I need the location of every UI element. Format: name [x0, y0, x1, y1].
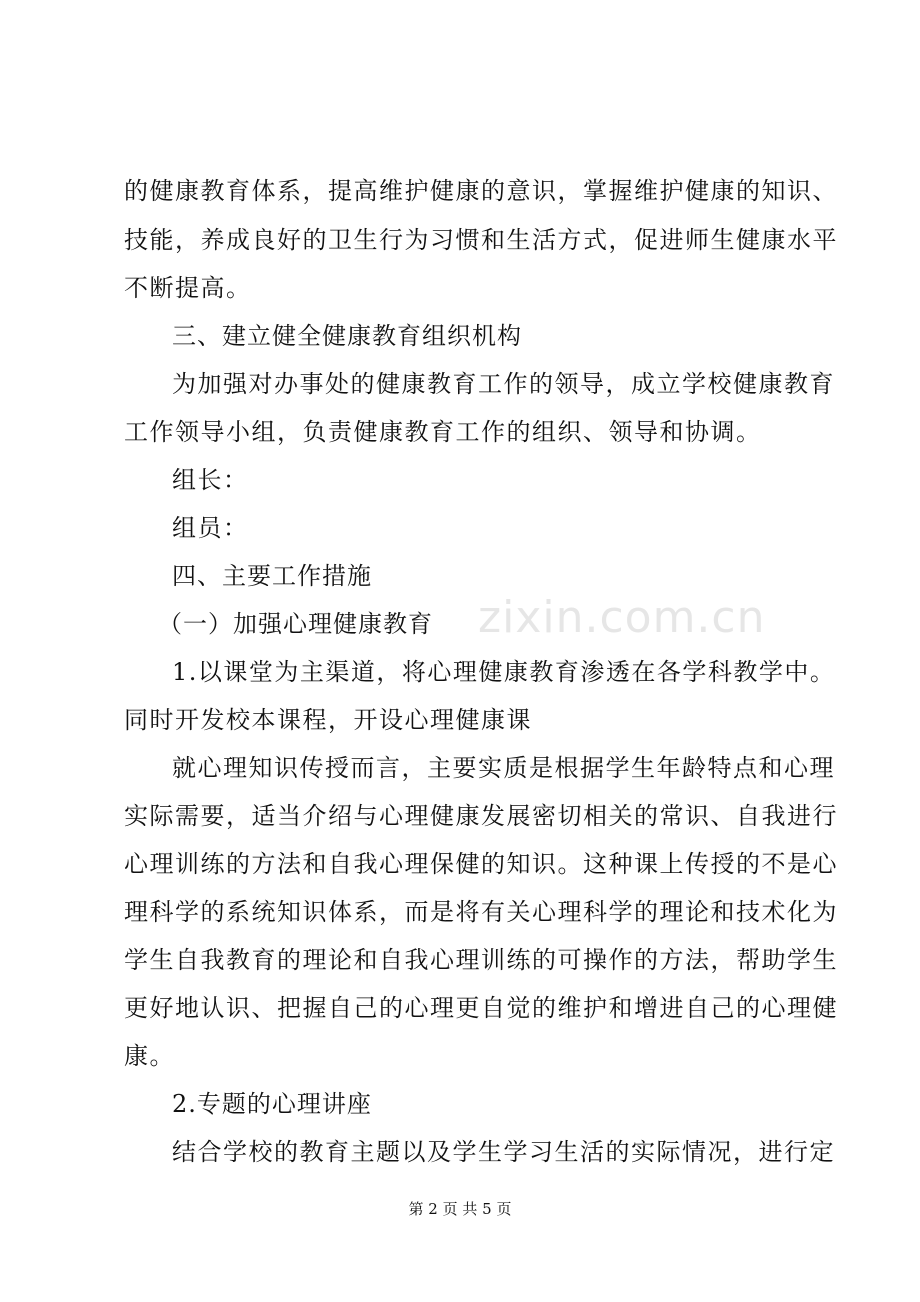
paragraph-line: 学生自我教育的理论和自我心理训练的可操作的方法，帮助学生 [124, 946, 838, 974]
paragraph-line: 理科学的系统知识体系，而是将有关心理科学的理论和技术化为 [124, 898, 838, 926]
paragraph-line: 就心理知识传授而言，主要实质是根据学生年龄特点和心理 [172, 754, 835, 782]
paragraph-line: 工作领导小组，负责健康教育工作的组织、领导和协调。 [124, 418, 762, 446]
subsection-heading: 2.专题的心理讲座 [172, 1090, 372, 1118]
paragraph-line: 康。 [124, 1042, 175, 1070]
paragraph-line: 为加强对办事处的健康教育工作的领导，成立学校健康教育 [172, 370, 835, 398]
paragraph-line: 不断提高。 [124, 274, 252, 302]
section-heading: 三、建立健全健康教育组织机构 [172, 322, 522, 350]
paragraph-line: 更好地认识、把握自己的心理更自觉的维护和增进自己的心理健 [124, 994, 838, 1022]
group-leader-label: 组长： [172, 466, 249, 494]
paragraph-line: 同时开发校本课程，开设心理健康课 [124, 706, 532, 734]
watermark: zixin.com.cn [478, 592, 766, 643]
group-member-label: 组员： [172, 514, 249, 542]
paragraph-line: 技能，养成良好的卫生行为习惯和生活方式，促进师生健康水平 [124, 226, 838, 254]
paragraph-line: 心理训练的方法和自我心理保健的知识。这种课上传授的不是心 [124, 850, 838, 878]
page-footer: 第 2 页 共 5 页 [408, 1200, 512, 1218]
paragraph-line: 实际需要，适当介绍与心理健康发展密切相关的常识、自我进行 [124, 802, 838, 830]
paragraph-line: 结合学校的教育主题以及学生学习生活的实际情况，进行定 [172, 1138, 835, 1166]
section-heading: 四、主要工作措施 [172, 562, 372, 590]
paragraph-line: 的健康教育体系，提高维护健康的意识，掌握维护健康的知识、 [124, 177, 838, 205]
subsection-heading: （一）加强心理健康教育 [158, 610, 433, 638]
paragraph-line: 1.以课堂为主渠道，将心理健康教育渗透在各学科教学中。 [172, 658, 836, 686]
